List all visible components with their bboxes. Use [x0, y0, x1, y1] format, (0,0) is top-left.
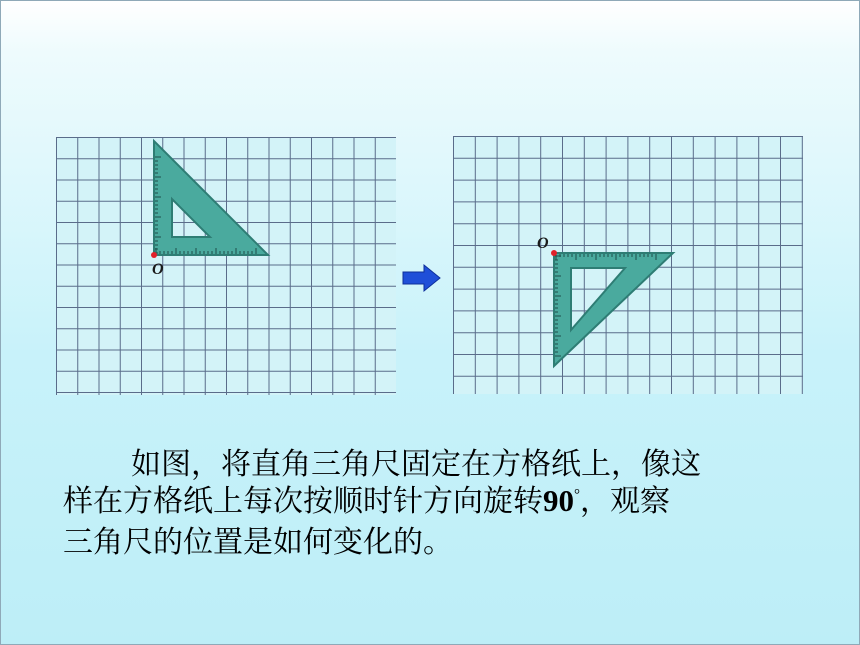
origin-point — [551, 250, 557, 256]
right-arrow-icon — [402, 263, 442, 297]
problem-text — [63, 447, 783, 561]
origin-label: O — [152, 261, 164, 278]
text-line-2: 样在方格纸上每次按顺时针方向旋转90°，观察 — [63, 483, 670, 519]
rotation-angle: 90 — [543, 483, 574, 518]
grid-before-rotation — [56, 137, 396, 395]
degree-symbol: ° — [574, 487, 580, 503]
grid-after-rotation — [453, 136, 803, 394]
text-line-1: 如图，将直角三角尺固定在方格纸上，像这 — [131, 447, 701, 482]
text-line-3: 三角尺的位置是如何变化的。 — [63, 525, 453, 560]
origin-label: O — [537, 235, 549, 252]
origin-point — [151, 252, 157, 258]
